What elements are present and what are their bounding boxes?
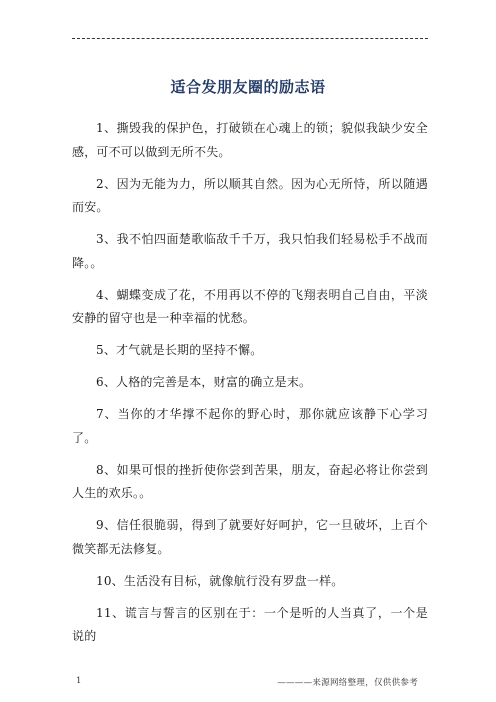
page-footer: [72, 676, 428, 690]
quote-paragraph-10: 10、生活没有目标，就像航行没有罗盘一样。: [96, 573, 344, 588]
source-note: ————来源网络整理，仅供供参考: [277, 678, 418, 688]
quote-paragraph-4: 4、蝴蝶变成了花，不用再以不停的飞翔表明自己自由，平淡安静的留守也是一种幸福的忧愁。: [72, 287, 428, 325]
quote-paragraph-11: 11、谎言与誓言的区别在于：一个是听的人当真了，一个是说的: [72, 605, 428, 643]
quote-paragraph-7: 7、当你的才华撑不起你的野心时，那你就应该静下心学习了。: [72, 407, 428, 445]
page-number: 1: [76, 676, 82, 686]
quote-paragraph-2: 2、因为无能为力，所以顺其自然。因为心无所恃，所以随遇而安。: [72, 176, 428, 214]
document-body: [72, 117, 428, 657]
quote-paragraph-3: 3、我不怕四面楚歌临敌千千万，我只怕我们轻易松手不战而降。。: [72, 232, 428, 270]
quote-paragraph-9: 9、信任很脆弱，得到了就要好好呵护，它一旦破坏，上百个微笑都无法修复。: [72, 518, 428, 556]
document-title: 适合发朋友圈的励志语: [170, 78, 326, 96]
header-dashed-rule: [72, 38, 428, 39]
quote-paragraph-6: 6、人格的完善是本，财富的确立是末。: [96, 375, 312, 389]
quote-paragraph-5: 5、才气就是长期的坚持不懈。: [96, 343, 263, 357]
quote-paragraph-8: 8、如果可恨的挫折使你尝到苦果，朋友，奋起必将让你尝到人生的欢乐。。: [72, 462, 428, 500]
quote-paragraph-1: 1、撕毁我的保护色，打破锁在心魂上的锁；貌似我缺少安全感，可不可以做到无所不失。: [72, 121, 428, 159]
